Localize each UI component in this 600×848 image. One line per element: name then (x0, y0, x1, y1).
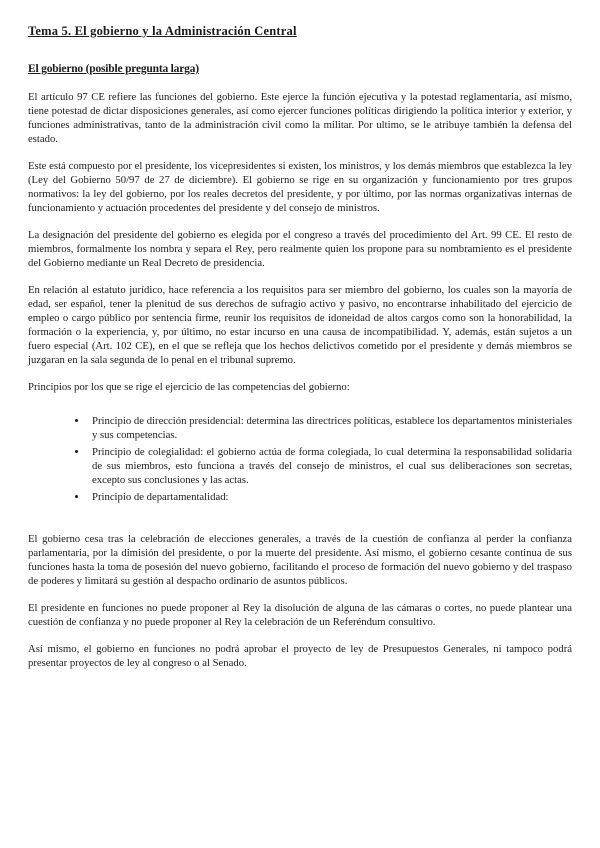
paragraph-composition: Este está compuesto por el presidente, los vicepresidentes si existen, los ministros, y los demás miembros que establezca la ley (Ley del Gobierno 50/97 de 27 de diciembre). El gobierno se rige en su organización y funcionamiento por tres grupos normativos: la ley del gobierno, por los reales decretos del presidente, y por último, por las normas organizativas internas de funcionamiento y actuación procedentes del presidente y del consejo de ministros. (28, 160, 572, 214)
section-heading: El gobierno (posible pregunta larga) (28, 63, 199, 75)
paragraph-cessation: El gobierno cesa tras la celebración de elecciones generales, a través de la cuestión de confianza al perder la confianza parlamentaria, por la dimisión del presidente, o por la muerte del presidente. Así mismo, el gobierno cesante continua de sus funciones hasta la toma de posesión del nuevo gobierno, facilitando el proceso de formación del nuevo gobierno y del traspaso de poderes y limitará su gestión al despacho ordinario de asuntos públicos. (28, 533, 572, 587)
principles-intro: Principios por los que se rige el ejercicio de las competencias del gobierno: (28, 381, 350, 393)
principles-list (28, 414, 572, 504)
paragraph-legal-status: En relación al estatuto jurídico, hace referencia a los requisitos para ser miembro del gobierno, los cuales son la mayoría de edad, ser español, tener la plenitud de sus derechos de sufragio activo y pasivo, no encontrarse inhabilitado del ejercicio de empleo o cargo público por sentencia firme, reunir los requisitos de idoneidad de altos cargos como son la honorabilidad, la formación o la experiencia, y, por último, no estar incurso en una causa de incompatibilidad. Y, además, están sujetos a un fuero especial (Art. 102 CE), en el que se refleja que los hechos delictivos cometido por el presidente y demás miembros se juzgaran en la sala segunda de lo penal en el tribunal supremo. (28, 284, 572, 366)
paragraph-acting-president-limits: El presidente en funciones no puede proponer al Rey la disolución de alguna de las cámaras o cortes, no puede plantear una cuestión de confianza y no puede proponer al Rey la celebración de un Referéndum consultivo. (28, 602, 572, 628)
bullet-item-collegiality: • Principio de colegialidad: el gobierno actúa de forma colegiada, lo cual determina la responsabilidad solidaria de sus miembros, esto funciona a través del consejo de ministros, el cual sus deliberaciones son secretas, excepto sus conclusiones y las actas. (88, 445, 572, 487)
paragraph-designation: La designación del presidente del gobierno es elegida por el congreso a través del procedimiento del Art. 99 CE. El resto de miembros, formalmente los nombra y separa el Rey, pero realmente quien los propone para su nombramiento es el presidente del Gobierno mediante un Real Decreto de presidencia. (28, 229, 572, 269)
bullet-item-presidential-direction: • Principio de dirección presidencial: determina las directrices políticas, establece los departamentos ministeriales y sus competencias. (88, 414, 572, 442)
page-title: Tema 5. El gobierno y la Administración Central (28, 24, 297, 38)
paragraph-functions: El artículo 97 CE refiere las funciones del gobierno. Este ejerce la función ejecutiva y la potestad reglamentaria, así mismo, tiene potestad de dictar disposiciones generales, así como ejercer funciones políticas dirigiendo la política interior y exterior, y funciones administrativas, tanto de la administración civil como la militar. Por ultimo, se le atribuye también la defensa del estado. (28, 91, 572, 145)
bullet-item-departmentality: • Principio de departamentalidad: (88, 490, 572, 504)
paragraph-acting-government-limits: Así mismo, el gobierno en funciones no podrá aprobar el proyecto de ley de Presupuestos Generales, ni tampoco podrá presentar proyectos de ley al congreso o al Senado. (28, 643, 572, 669)
